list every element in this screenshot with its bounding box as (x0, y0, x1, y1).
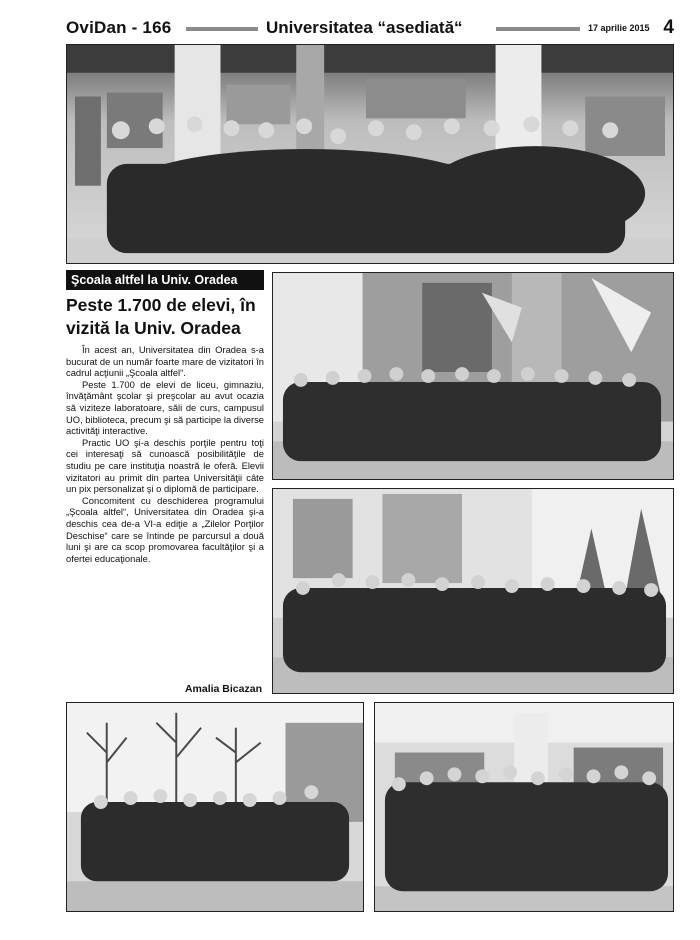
photo-top (66, 44, 674, 264)
group-photo-outdoor-building (273, 273, 673, 479)
photo-middle-right-1 (272, 272, 674, 480)
photo-middle-right-2 (272, 488, 674, 694)
article-paragraph: Practic UO şi-a deschis porţile pentru toţi cei interesaţi să cunoască posibilităţile de studiu pe care instituţia noastră le oferă. Elevii vizitatori au primit din partea Universităţii câte un pix personalizat şi o diplomă de participare. (66, 436, 264, 495)
publication-name: OviDan - 166 (66, 18, 172, 37)
photo-bottom-left (66, 702, 364, 912)
page-header (66, 18, 674, 40)
group-photo-campus-entrance (273, 489, 673, 693)
page-number: 4 (663, 17, 674, 38)
issue-date: 17 aprilie 2015 (588, 23, 650, 33)
article-kicker: Şcoala altfel la Univ. Oradea (66, 270, 264, 290)
group-photo-indoor-library (375, 703, 673, 911)
header-rule-right (496, 27, 580, 31)
group-photo-indoor-hall (67, 45, 673, 263)
article-paragraph: Peste 1.700 de elevi de liceu, gimnaziu, învăţământ şcolar şi preşcolar au avut ocazia să viziteze laboratoare, săli de curs, campusul UO, biblioteca, precum şi să participe la diverse activităţi interactive. (66, 378, 265, 437)
photo-bottom-right (374, 702, 674, 912)
article-paragraph: Concomitent cu deschiderea programului „Şcoala altfel“, Universitatea din Oradea şi-a deschis cea de-a VI-a ediţie a „Zilelor Porţilor Deschise“ care se întinde pe parcursul a două luni şi are ca scop promovarea facultăţilor şi a ofertei educaţionale. (66, 494, 264, 564)
article-paragraph: În acest an, Universitatea din Oradea s-a bucurat de un număr foarte mare de vizitatori în cadrul acţiunii „Şcoala altfel“. (66, 344, 264, 379)
group-photo-outdoor-trees (67, 703, 363, 911)
section-title: Universitatea “asediată“ (266, 18, 463, 37)
article-body (66, 344, 264, 564)
article-byline: Amalia Bicazan (184, 683, 262, 695)
header-rule-left (186, 27, 258, 31)
article-headline: Peste 1.700 de elevi, în vizită la Univ. Oradea (66, 295, 256, 338)
